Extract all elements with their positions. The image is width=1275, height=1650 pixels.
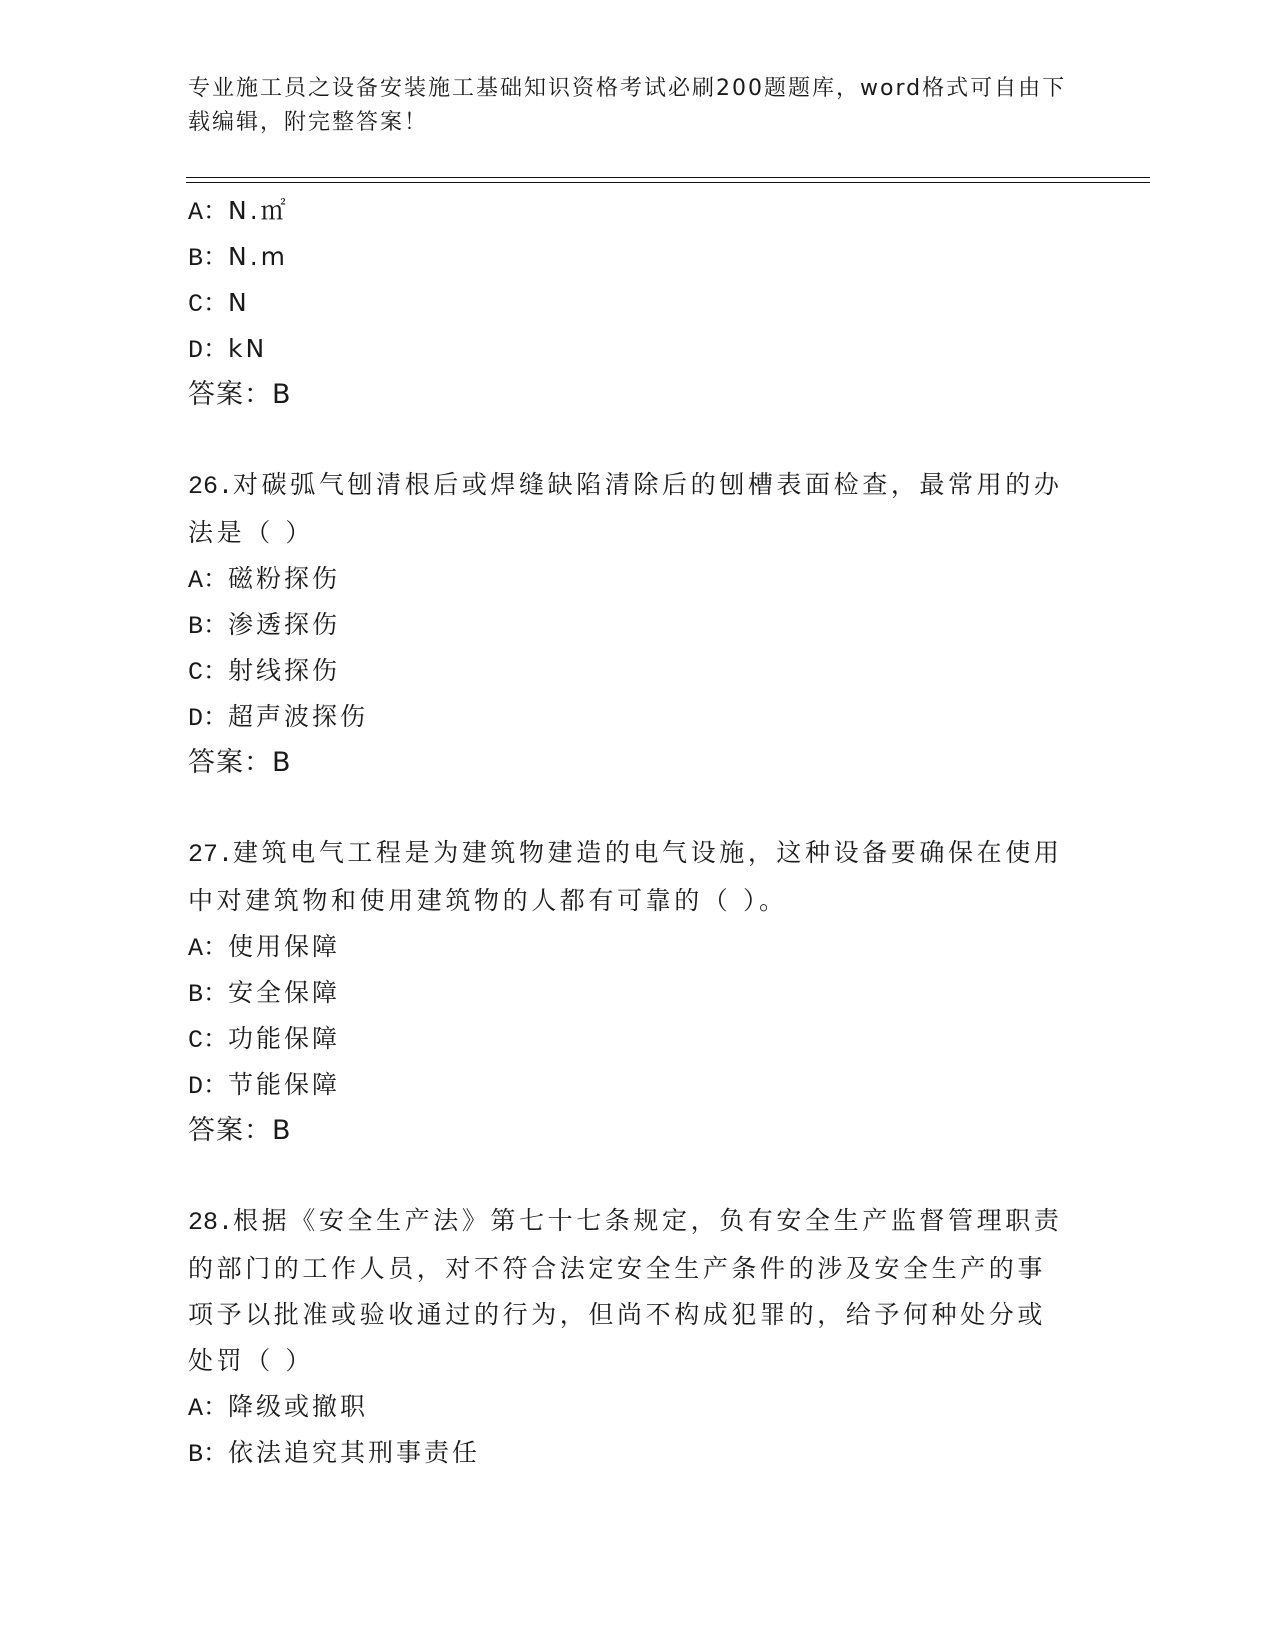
option-b	[188, 970, 1088, 1016]
answer: 答案：B	[188, 379, 292, 410]
question-stem	[188, 830, 1068, 924]
header-divider-bottom	[186, 182, 1150, 183]
option-text: 安全保障	[228, 978, 341, 1007]
option-a	[188, 1384, 1088, 1430]
question-stem	[188, 1198, 1068, 1384]
option-text: 渗透探伤	[228, 610, 341, 639]
answer: 答案：B	[188, 1115, 292, 1146]
option-c	[188, 1016, 1088, 1062]
option-label: C：	[188, 290, 229, 319]
question-stem	[188, 462, 1068, 556]
question-number: 27.	[188, 840, 234, 869]
option-label: A：	[188, 198, 229, 227]
option-label: A：	[188, 1394, 229, 1423]
question-25-continued	[188, 188, 1088, 418]
option-text: 降级或撤职	[228, 1392, 369, 1421]
option-text: 节能保障	[228, 1070, 341, 1099]
option-c	[188, 648, 1088, 694]
question-number: 26.	[188, 472, 234, 501]
option-text: kN	[228, 334, 268, 363]
option-text: 超声波探伤	[228, 702, 369, 731]
question-number: 28.	[188, 1208, 234, 1237]
option-a	[188, 924, 1088, 970]
question-list	[188, 188, 1088, 1476]
option-text: 功能保障	[228, 1024, 341, 1053]
option-b	[188, 1430, 1088, 1476]
header-divider-top	[186, 177, 1150, 178]
option-label: B：	[188, 244, 229, 273]
option-label: B：	[188, 1440, 229, 1469]
option-b	[188, 602, 1088, 648]
option-label: A：	[188, 566, 229, 595]
answer: 答案：B	[188, 747, 292, 778]
header-title: 专业施工员之设备安装施工基础知识资格考试必刷200题题库，word格式可自由下载编辑，附完整答案！	[188, 76, 1067, 135]
option-text: 射线探伤	[228, 656, 341, 685]
option-text: N.m	[228, 242, 289, 271]
document-header	[188, 72, 1068, 140]
option-a	[188, 556, 1088, 602]
option-label: B：	[188, 980, 229, 1009]
option-c	[188, 280, 1088, 326]
option-label: A：	[188, 934, 229, 963]
option-text: N.㎡	[228, 196, 289, 225]
option-d	[188, 1062, 1088, 1108]
option-text: N	[228, 288, 250, 317]
question-text: 根据《安全生产法》第七十七条规定，负有安全生产监督管理职责的部门的工作人员，对不符合法定安全生产条件的涉及安全生产的事项予以批准或验收通过的行为，但尚不构成犯罪的，给予何种处分或处罚（ ）	[188, 1206, 1063, 1375]
option-label: C：	[188, 658, 229, 687]
question-27	[188, 830, 1088, 1154]
option-text: 磁粉探伤	[228, 564, 341, 593]
question-26	[188, 462, 1088, 786]
option-a	[188, 188, 1088, 234]
option-label: D：	[188, 704, 229, 733]
option-label: C：	[188, 1026, 229, 1055]
question-text: 对碳弧气刨清根后或焊缝缺陷清除后的刨槽表面检查，最常用的办法是（ ）	[188, 470, 1063, 547]
option-label: B：	[188, 612, 229, 641]
option-label: D：	[188, 336, 229, 365]
option-label: D：	[188, 1072, 229, 1101]
question-28	[188, 1198, 1088, 1476]
option-text: 使用保障	[228, 932, 341, 961]
question-text: 建筑电气工程是为建筑物建造的电气设施，这种设备要确保在使用中对建筑物和使用建筑物的人都有可靠的（ ）。	[188, 838, 1063, 915]
option-text: 依法追究其刑事责任	[228, 1438, 481, 1467]
option-b	[188, 234, 1088, 280]
option-d	[188, 694, 1088, 740]
option-d	[188, 326, 1088, 372]
